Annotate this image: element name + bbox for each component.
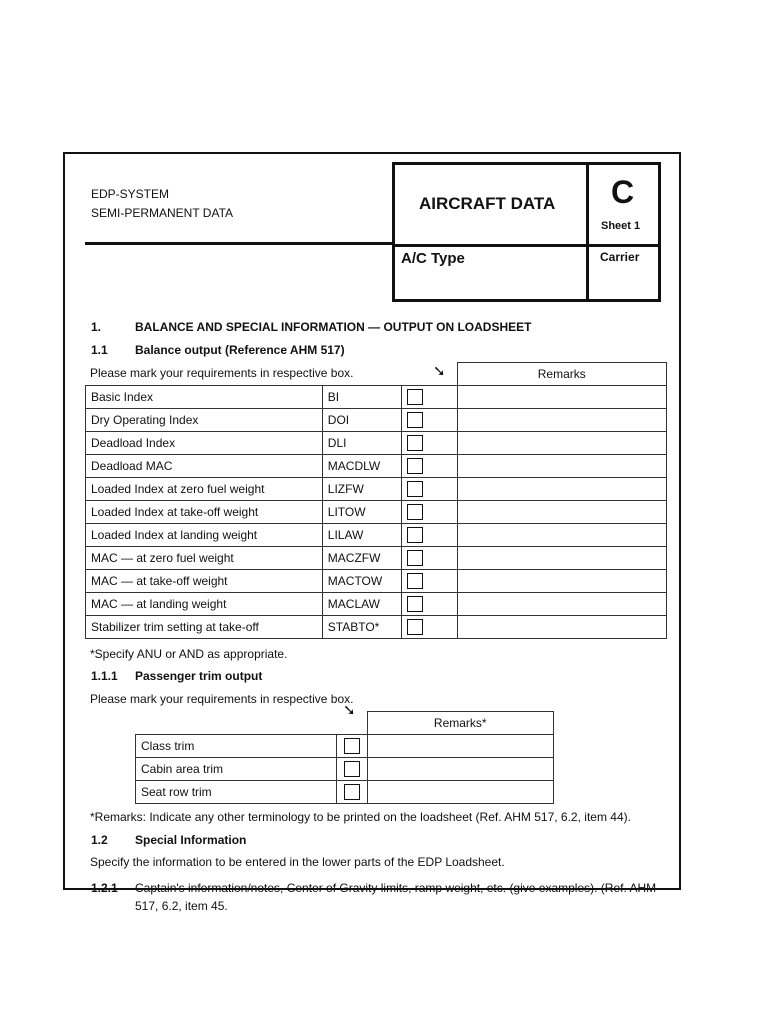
- row-code: LITOW: [322, 501, 401, 524]
- remarks-cell[interactable]: [457, 524, 666, 547]
- checkbox-icon[interactable]: [407, 481, 423, 497]
- row-code: MACTOW: [322, 570, 401, 593]
- checkbox-icon[interactable]: [407, 619, 423, 635]
- arrow-down-right-icon: ➘: [433, 363, 446, 380]
- checkbox-icon[interactable]: [407, 435, 423, 451]
- checkbox-cell: [401, 386, 457, 409]
- checkbox-icon[interactable]: [407, 527, 423, 543]
- checkbox-icon[interactable]: [344, 784, 360, 800]
- ac-type-label: A/C Type: [401, 250, 465, 267]
- remarks-cell[interactable]: [367, 758, 553, 781]
- row-code: LIZFW: [322, 478, 401, 501]
- row-label: MAC — at zero fuel weight: [86, 547, 323, 570]
- remarks-cell[interactable]: [457, 547, 666, 570]
- row-label: Class trim: [136, 735, 337, 758]
- row-label: Basic Index: [86, 386, 323, 409]
- table-row: [86, 616, 667, 639]
- system-line-1: EDP-SYSTEM: [91, 187, 170, 201]
- remarks-cell[interactable]: [457, 409, 666, 432]
- row-label: MAC — at landing weight: [86, 593, 323, 616]
- table-header-row: [86, 363, 667, 386]
- table-row: [136, 758, 554, 781]
- section-1-1-number: 1.1: [91, 343, 108, 357]
- arrow-down-right-icon: ➘: [343, 702, 356, 719]
- passenger-trim-table: [135, 711, 554, 804]
- table-row: [86, 478, 667, 501]
- checkbox-icon[interactable]: [407, 596, 423, 612]
- row-code: DOI: [322, 409, 401, 432]
- row-label: Deadload MAC: [86, 455, 323, 478]
- checkbox-cell: [401, 478, 457, 501]
- row-label: Loaded Index at take-off weight: [86, 501, 323, 524]
- table-row: [136, 781, 554, 804]
- section-1-2-number: 1.2: [91, 833, 108, 847]
- remarks-cell[interactable]: [367, 781, 553, 804]
- section-1-1-1-number: 1.1.1: [91, 669, 118, 683]
- table-row: [86, 547, 667, 570]
- title-box-vertical-divider: [586, 165, 589, 299]
- system-header: [91, 187, 233, 225]
- balance-output-table: [85, 362, 667, 639]
- checkbox-icon[interactable]: [407, 550, 423, 566]
- checkbox-cell: [401, 524, 457, 547]
- table-row: [86, 501, 667, 524]
- section-1-title: BALANCE AND SPECIAL INFORMATION — OUTPUT ON LOADSHEET: [135, 320, 532, 334]
- trim-header-row: [136, 712, 554, 735]
- checkbox-icon[interactable]: [344, 738, 360, 754]
- checkbox-icon[interactable]: [407, 504, 423, 520]
- table-row: [136, 735, 554, 758]
- remarks-cell[interactable]: [457, 386, 666, 409]
- checkbox-icon[interactable]: [407, 573, 423, 589]
- remarks-cell[interactable]: [457, 455, 666, 478]
- remarks-cell[interactable]: [367, 735, 553, 758]
- table-row: [86, 570, 667, 593]
- checkbox-cell: [401, 409, 457, 432]
- checkbox-icon[interactable]: [344, 761, 360, 777]
- section-1-2-title: Special Information: [135, 833, 247, 847]
- row-label: Stabilizer trim setting at take-off: [86, 616, 323, 639]
- section-1-1-1-title: Passenger trim output: [135, 669, 263, 683]
- sheet-number: Sheet 1: [601, 220, 641, 232]
- table-row: [86, 593, 667, 616]
- checkbox-icon[interactable]: [407, 389, 423, 405]
- row-code: BI: [322, 386, 401, 409]
- title-box-horizontal-divider: [395, 244, 658, 247]
- row-code: MACLAW: [322, 593, 401, 616]
- checkbox-icon[interactable]: [407, 458, 423, 474]
- remarks-cell[interactable]: [457, 570, 666, 593]
- table-row: [86, 409, 667, 432]
- form-title: AIRCRAFT DATA: [419, 194, 556, 213]
- row-label: Loaded Index at zero fuel weight: [86, 478, 323, 501]
- row-code: MACZFW: [322, 547, 401, 570]
- checkbox-cell: [401, 455, 457, 478]
- checkbox-cell: [336, 781, 367, 804]
- form-letter: C: [611, 174, 635, 210]
- remarks-header: Remarks: [457, 363, 666, 386]
- balance-instruction: Please mark your requirements in respective box.: [90, 366, 354, 380]
- remarks-cell[interactable]: [457, 616, 666, 639]
- checkbox-icon[interactable]: [407, 412, 423, 428]
- table-row: [86, 432, 667, 455]
- remarks-cell[interactable]: [457, 432, 666, 455]
- checkbox-cell: [401, 501, 457, 524]
- checkbox-cell: [401, 593, 457, 616]
- remarks-cell[interactable]: [457, 478, 666, 501]
- carrier-label: Carrier: [600, 250, 640, 264]
- header-divider: [85, 242, 393, 245]
- row-label: MAC — at take-off weight: [86, 570, 323, 593]
- trim-instruction: Please mark your requirements in respective box.: [90, 692, 354, 706]
- section-1-2-1-line-1: Captain's information/notes, Center of Gravity limits, ramp weight, etc. (give examples). (Ref. AHM: [135, 881, 657, 895]
- section-1-1-title: Balance output (Reference AHM 517): [135, 343, 345, 357]
- checkbox-cell: [401, 432, 457, 455]
- remarks-cell[interactable]: [457, 501, 666, 524]
- row-code: LILAW: [322, 524, 401, 547]
- row-code: STABTO*: [322, 616, 401, 639]
- system-line-2: SEMI-PERMANENT DATA: [91, 206, 234, 220]
- checkbox-cell: [401, 547, 457, 570]
- checkbox-cell: [401, 570, 457, 593]
- balance-footnote: *Specify ANU or AND as appropriate.: [90, 647, 288, 661]
- row-label: Dry Operating Index: [86, 409, 323, 432]
- checkbox-cell: [336, 735, 367, 758]
- table-row: [86, 524, 667, 547]
- table-row: [86, 386, 667, 409]
- section-1-2-1-text: [135, 881, 675, 913]
- remarks-cell[interactable]: [457, 593, 666, 616]
- trim-footnote: *Remarks: Indicate any other terminology to be printed on the loadsheet (Ref. AHM 517, 6.2, item 44).: [90, 810, 631, 824]
- row-label: Deadload Index: [86, 432, 323, 455]
- row-code: MACDLW: [322, 455, 401, 478]
- section-1-2-1-line-2: 517, 6.2, item 45.: [135, 899, 228, 913]
- checkbox-cell: [401, 616, 457, 639]
- section-1-number: 1.: [91, 320, 102, 334]
- table-row: [86, 455, 667, 478]
- row-code: DLI: [322, 432, 401, 455]
- checkbox-cell: [336, 758, 367, 781]
- special-info-instruction: Specify the information to be entered in the lower parts of the EDP Loadsheet.: [90, 855, 505, 869]
- section-1-2-1-number: 1.2.1: [91, 881, 118, 895]
- trim-remarks-header: Remarks*: [367, 712, 553, 735]
- row-label: Loaded Index at landing weight: [86, 524, 323, 547]
- row-label: Cabin area trim: [136, 758, 337, 781]
- row-label: Seat row trim: [136, 781, 337, 804]
